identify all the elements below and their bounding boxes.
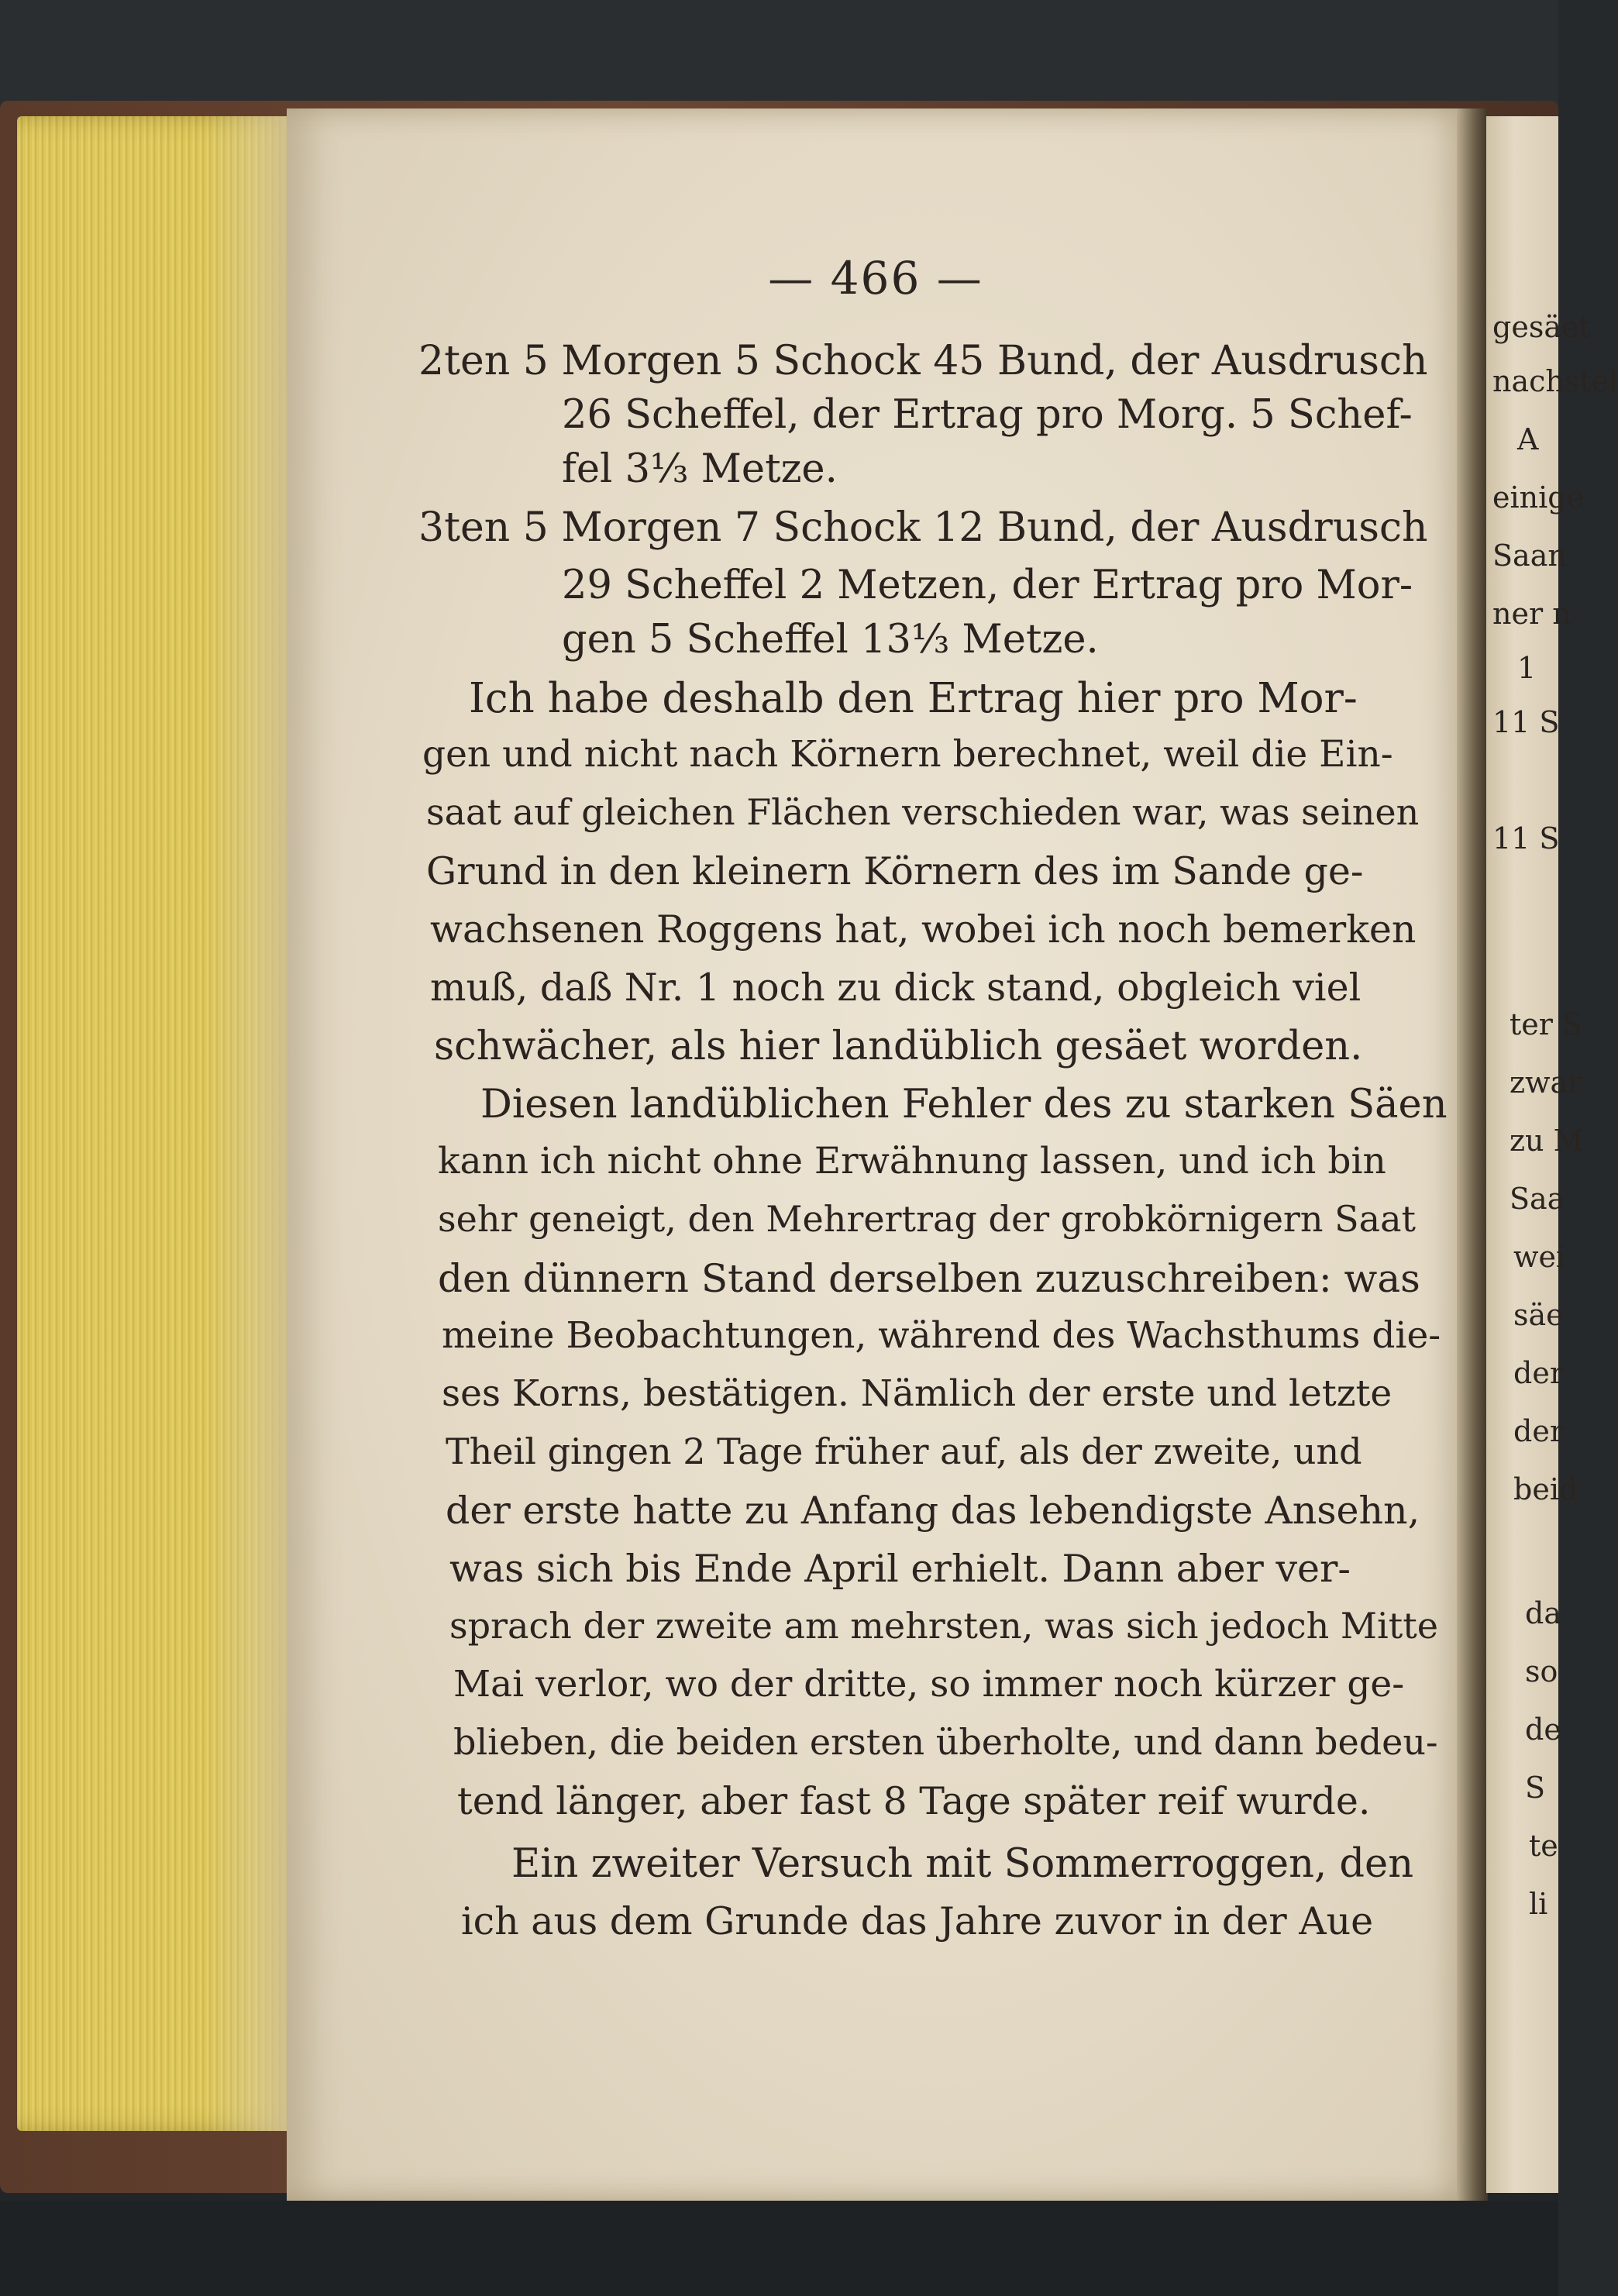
next-page-fragment: Saa: [1510, 1182, 1565, 1216]
text-line: 2ten 5 Morgen 5 Schock 45 Bund, der Ausdrusch: [418, 338, 1428, 384]
text-line: schwächer, als hier landüblich gesäet worden.: [434, 1024, 1363, 1069]
next-page-fragment: der: [1513, 1414, 1564, 1448]
text-line: muß, daß Nr. 1 noch zu dick stand, obgleich viel: [430, 966, 1362, 1010]
book-gutter: [1457, 108, 1488, 2201]
text-line: blieben, die beiden ersten überholte, und dann bedeu-: [453, 1721, 1438, 1763]
text-line: ses Korns, bestätigen. Nämlich der erste und letzte: [442, 1372, 1393, 1415]
text-line: sehr geneigt, den Mehrertrag der grobkörnigern Saat: [438, 1198, 1417, 1240]
text-line: Grund in den kleinern Körnern des im Sande ge-: [426, 849, 1364, 893]
next-page-fragment: S: [1525, 1771, 1546, 1805]
next-page-fragment: einige: [1492, 480, 1585, 515]
text-line: Theil gingen 2 Tage früher auf, als der zweite, und: [446, 1430, 1362, 1472]
book-page: [287, 108, 1465, 2201]
text-line: 29 Scheffel 2 Metzen, der Ertrag pro Mor-: [562, 563, 1413, 608]
text-line: kann ich nicht ohne Erwähnung lassen, und ich bin: [438, 1140, 1386, 1182]
text-line: wachsenen Roggens hat, wobei ich noch bemerken: [430, 907, 1417, 952]
text-line: was sich bis Ende April erhielt. Dann aber ver-: [449, 1547, 1351, 1591]
text-line: gen 5 Scheffel 13⅓ Metze.: [562, 617, 1099, 663]
next-page-fragment: ter S: [1510, 1007, 1583, 1041]
next-page-fragment: ner n: [1492, 597, 1572, 631]
text-line: 26 Scheffel, der Ertrag pro Morg. 5 Schef-: [562, 392, 1413, 438]
next-page-fragment: 11 S: [1492, 821, 1560, 855]
text-line: 3ten 5 Morgen 7 Schock 12 Bund, der Ausdrusch: [418, 504, 1428, 551]
text-line: Mai verlor, wo der dritte, so immer noch kürzer ge-: [453, 1663, 1405, 1706]
page-text: [287, 108, 1465, 2201]
next-page-fragment: 1: [1517, 651, 1537, 685]
next-page-fragment: li: [1529, 1887, 1548, 1921]
gilded-page-edges: [17, 116, 296, 2131]
next-page-fragment: A: [1517, 422, 1539, 456]
next-page-fragment: wei: [1513, 1240, 1566, 1274]
text-line: den dünnern Stand derselben zuzuschreiben: was: [438, 1256, 1420, 1301]
text-line: ich aus dem Grunde das Jahre zuvor in der Aue: [461, 1899, 1374, 1943]
text-line: meine Beobachtungen, während des Wachsthums die-: [442, 1314, 1441, 1357]
next-page-fragment: beid: [1513, 1472, 1578, 1506]
text-line: fel 3⅓ Metze.: [562, 446, 838, 492]
text-line: tend länger, aber fast 8 Tage später reif wurde.: [457, 1779, 1371, 1823]
background-shadow: [0, 2201, 1558, 2296]
next-page-fragment: nachstel: [1492, 364, 1618, 398]
next-page-fragment: de: [1525, 1713, 1561, 1747]
page-number: — 466 —: [768, 252, 983, 305]
next-page-fragment: gesäet: [1492, 310, 1591, 344]
text-line: saat auf gleichen Flächen verschieden war, was seinen: [426, 791, 1420, 833]
next-page-fragment: säe: [1513, 1298, 1564, 1332]
next-page-edge: [1486, 116, 1618, 2193]
next-page-fragment: so: [1525, 1654, 1558, 1688]
next-page-fragment: da: [1525, 1596, 1561, 1630]
next-page-fragment: zu M: [1510, 1124, 1584, 1158]
text-line: gen und nicht nach Körnern berechnet, weil die Ein-: [422, 733, 1393, 776]
next-page-fragment: der: [1513, 1356, 1564, 1390]
next-page-fragment: 11 S: [1492, 705, 1560, 739]
text-line: Diesen landüblichen Fehler des zu starken Säen: [480, 1082, 1448, 1127]
text-line: der erste hatte zu Anfang das lebendigste Ansehn,: [446, 1489, 1420, 1533]
text-line: Ich habe deshalb den Ertrag hier pro Mor-: [469, 675, 1358, 722]
text-line: Ein zweiter Versuch mit Sommerroggen, den: [511, 1841, 1414, 1887]
next-page-fragment: Saan: [1492, 539, 1567, 573]
next-page-fragment: te: [1529, 1829, 1558, 1863]
next-page-fragment: zwar: [1510, 1065, 1582, 1100]
text-line: sprach der zweite am mehrsten, was sich jedoch Mitte: [449, 1605, 1438, 1647]
